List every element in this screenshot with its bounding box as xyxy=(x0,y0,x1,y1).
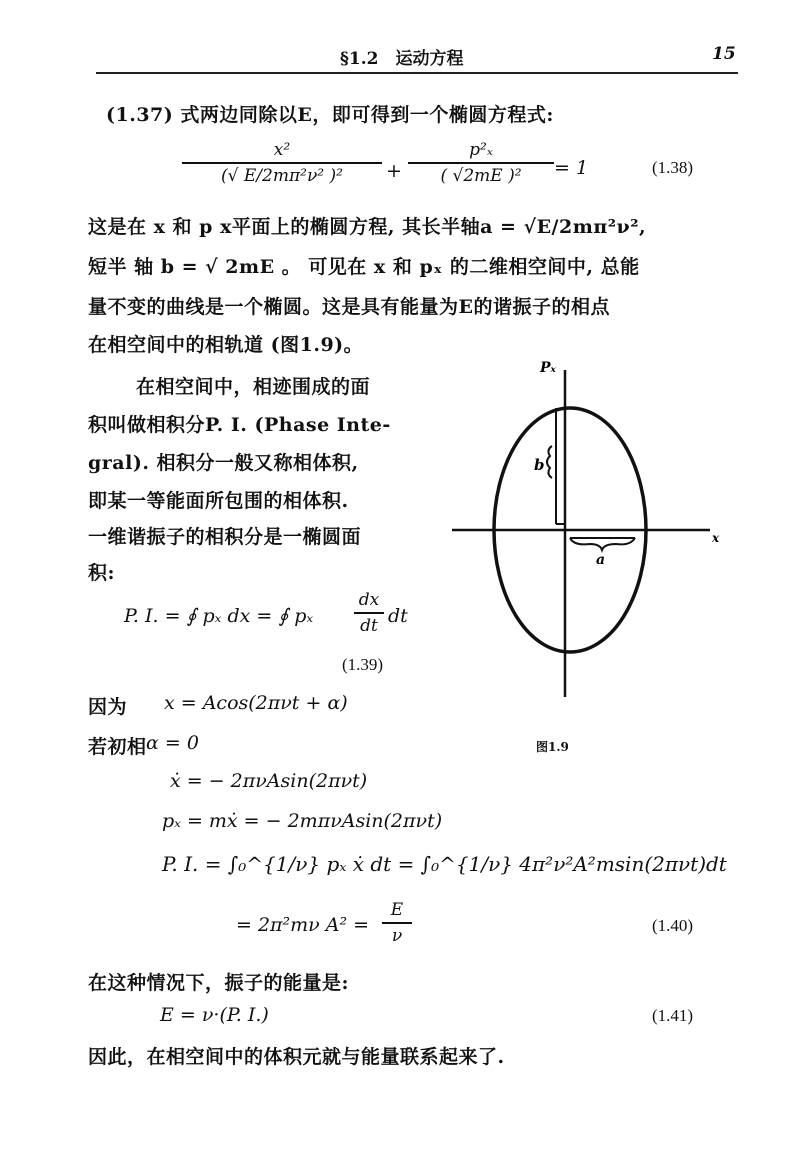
text-line-8: gral). 相积分一般又称相体积, xyxy=(88,452,359,474)
eq139-frac-numerator: dx xyxy=(358,590,380,610)
eq-x-def: x = Acos(2πνt + α) xyxy=(164,692,348,714)
eq138-term1 xyxy=(182,140,382,186)
eq-alpha-zero: α = 0 xyxy=(146,732,199,754)
eq138-term2-numerator: p²ₓ xyxy=(469,140,493,160)
eq138-rhs: = 1 xyxy=(554,157,589,179)
b-brace xyxy=(547,446,552,478)
eq138-term1-numerator: x² xyxy=(273,140,291,160)
eq-xdot: ẋ = − 2πνAsin(2πνt) xyxy=(170,770,368,792)
eq140-bar xyxy=(382,922,412,924)
text-line-11: 积: xyxy=(88,562,116,584)
eq140-number: (1.40) xyxy=(652,916,694,935)
eq140-fraction xyxy=(382,900,412,946)
eq138-term2 xyxy=(408,140,554,186)
eq138-term2-denominator: ( √2mE )² xyxy=(440,165,522,186)
eq141: E = ν·(P. I.) xyxy=(160,1004,269,1026)
text-line-18: 在这种情况下，振子的能量是: xyxy=(88,972,350,994)
b-label: b xyxy=(534,456,545,474)
eq138-term1-denominator: (√ E/2mπ²ν² )² xyxy=(221,165,343,186)
header-rule xyxy=(96,72,738,74)
text-line-9: 即某一等能面所包围的相体积. xyxy=(88,490,349,512)
text-line-10: 一维谐振子的相积分是一椭圆面 xyxy=(88,526,362,548)
text-line-5: 在相空间中的相轨道 (图1.9)。 xyxy=(88,334,364,356)
running-header: §1.2 运动方程 xyxy=(340,49,464,69)
eq138-term1-bar xyxy=(182,162,382,164)
figure-caption: 图1.9 xyxy=(536,740,569,754)
eq138-number: (1.38) xyxy=(652,158,694,177)
eq140-lhs: = 2π²mν A² = xyxy=(236,914,370,936)
eq140-numerator: E xyxy=(390,900,404,920)
eq139-tail: dt xyxy=(388,605,408,627)
eq140-denominator: ν xyxy=(391,925,403,946)
eq139-fraction xyxy=(354,590,384,636)
eq139-number: (1.39) xyxy=(342,655,384,674)
text-line-3: 短半 轴 b = √ 2mE 。 可见在 x 和 pₓ 的二维相空间中, 总能 xyxy=(88,256,640,278)
eq139-lhs: P. I. = ∮ pₓ dx = ∮ pₓ xyxy=(124,605,314,627)
text-line-20: 因此，在相空间中的体积元就与能量联系起来了. xyxy=(88,1046,505,1068)
eq139-frac-denominator: dt xyxy=(360,615,378,636)
x-axis-label: x xyxy=(712,531,720,545)
text-line-7: 积叫做相积分P. I. (Phase Inte- xyxy=(88,414,391,436)
eq138-plus: + xyxy=(386,160,402,182)
a-brace xyxy=(570,538,635,550)
text-line-1: (1.37) 式两边同除以E，即可得到一个椭圆方程式: xyxy=(106,104,554,126)
text-because: 因为 xyxy=(88,696,128,718)
text-line-6: 在相空间中，相迹围成的面 xyxy=(136,376,371,398)
eq-px: pₓ = mẋ = − 2mπνAsin(2πνt) xyxy=(162,810,443,832)
text-line-4: 量不变的曲线是一个椭圆。这是具有能量为E的谐振子的相点 xyxy=(88,296,610,318)
eq139-frac-bar xyxy=(354,612,384,614)
text-initial-phase: 若初相 xyxy=(88,736,147,758)
eq-pi-integral: P. I. = ∫₀^{1/ν} pₓ ẋ dt = ∫₀^{1/ν} 4π²ν²A²msin(2πνt)dt xyxy=(162,852,727,876)
a-label: a xyxy=(596,552,606,568)
page-number: 15 xyxy=(712,44,736,64)
y-axis-label: Pₓ xyxy=(540,360,556,376)
figure-phase-ellipse xyxy=(440,352,740,712)
text-line-2: 这是在 x 和 p x平面上的椭圆方程, 其长半轴a = √E/2mπ²ν², xyxy=(88,216,647,238)
eq141-number: (1.41) xyxy=(652,1006,694,1025)
eq138-term2-bar xyxy=(408,162,554,164)
